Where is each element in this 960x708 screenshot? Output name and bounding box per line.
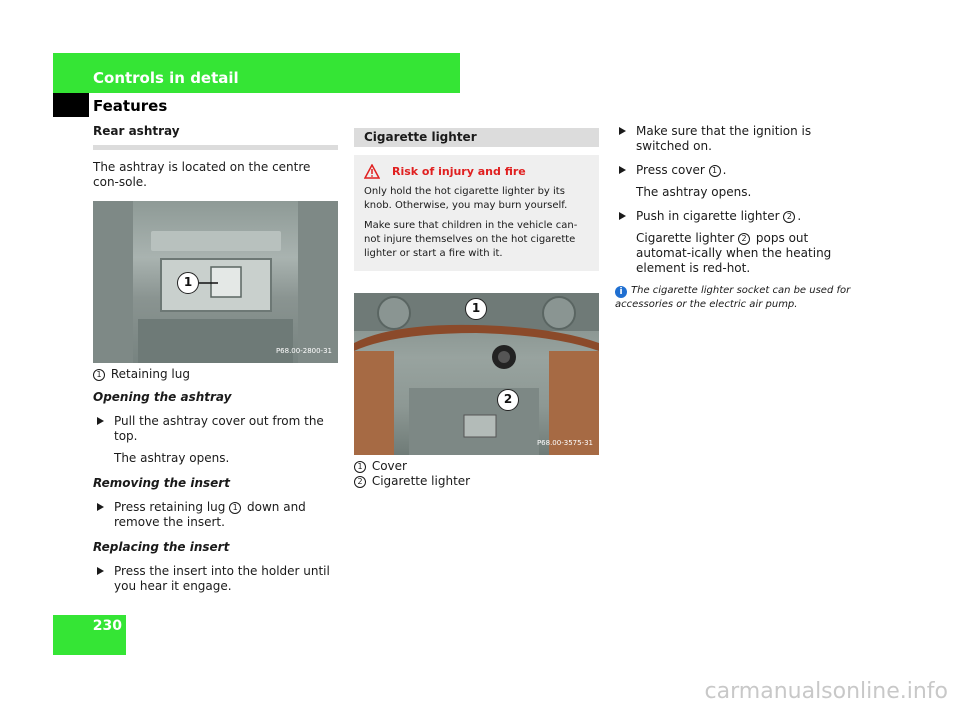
marker-2: 2 xyxy=(738,233,750,245)
rear-ashtray-heading: Rear ashtray xyxy=(93,124,180,138)
bullet-arrow-icon xyxy=(619,166,626,174)
removing-heading: Removing the insert xyxy=(93,476,230,490)
warning-triangle-icon xyxy=(364,164,380,179)
lighter-step-press-cover: Press cover 1 . xyxy=(615,163,865,178)
replacing-heading: Replacing the insert xyxy=(93,540,230,554)
info-note: i The cigarette lighter socket can be used for accessories or the electric air pump. xyxy=(615,285,851,310)
ashtray-illustration xyxy=(93,201,338,363)
warning-text-2: Make sure that children in the vehicle can-not injure themselves on the hot cigarette lighter or start a fire with it. xyxy=(364,220,578,259)
marker-1: 1 xyxy=(709,165,721,177)
page-number: 230 xyxy=(92,618,122,634)
caption-cover: 1 Cover xyxy=(354,459,599,474)
header-marker xyxy=(53,93,89,117)
callout-1: 1 xyxy=(177,272,199,294)
caption-cigarette-lighter: 2 Cigarette lighter xyxy=(354,474,599,489)
lighter-step-pops-out: Cigarette lighter 2 pops out automat-ically when the heating element is red-hot. xyxy=(636,231,832,275)
bullet-arrow-icon xyxy=(97,417,104,425)
info-icon: i xyxy=(615,286,627,298)
marker-2: 2 xyxy=(354,476,366,488)
opening-heading: Opening the ashtray xyxy=(93,390,232,404)
opening-result: The ashtray opens. xyxy=(114,451,230,465)
warning-text-1: Only hold the hot cigarette lighter by its knob. Otherwise, you may burn yourself. xyxy=(364,186,568,211)
callout-1: 1 xyxy=(465,298,487,320)
lighter-steps-column xyxy=(615,124,865,311)
replacing-step: Press the insert into the holder until you hear it engage. xyxy=(93,564,338,594)
marker-1: 1 xyxy=(93,369,105,381)
watermark: carmanualsonline.info xyxy=(704,679,948,704)
warning-title: Risk of injury and fire xyxy=(364,164,589,179)
marker-1: 1 xyxy=(354,461,366,473)
photo-reference: P68.00-3575-31 xyxy=(536,439,593,447)
caption-retaining-lug: 1 Retaining lug xyxy=(93,367,338,382)
bullet-arrow-icon xyxy=(619,127,626,135)
marker-2: 2 xyxy=(783,211,795,223)
bullet-arrow-icon xyxy=(97,503,104,511)
chapter-title: Controls in detail xyxy=(93,69,239,87)
lighter-step-ashtray-opens: The ashtray opens. xyxy=(636,185,752,199)
ashtray-intro: The ashtray is located on the centre con-sole. xyxy=(93,160,311,189)
page-number-tab xyxy=(53,615,126,655)
callout-2: 2 xyxy=(497,389,519,411)
lighter-step-push-in: Push in cigarette lighter 2 . xyxy=(615,209,865,224)
bullet-arrow-icon xyxy=(619,212,626,220)
section-title: Features xyxy=(93,97,168,115)
ashtray-photo xyxy=(93,201,338,363)
lighter-photo xyxy=(354,293,599,455)
warning-box xyxy=(354,155,599,271)
bullet-arrow-icon xyxy=(97,567,104,575)
photo-reference: P68.00-2800-31 xyxy=(275,347,332,355)
marker-1: 1 xyxy=(229,502,241,514)
removing-step: Press retaining lug 1 down and remove the insert. xyxy=(93,500,338,530)
heading-rule xyxy=(93,145,338,150)
cigarette-lighter-column xyxy=(354,128,599,489)
lighter-step-ignition: Make sure that the ignition is switched on. xyxy=(615,124,865,154)
rear-ashtray-column xyxy=(93,124,338,594)
cigarette-lighter-heading: Cigarette lighter xyxy=(354,128,599,147)
opening-step: Pull the ashtray cover out from the top. xyxy=(93,414,338,444)
